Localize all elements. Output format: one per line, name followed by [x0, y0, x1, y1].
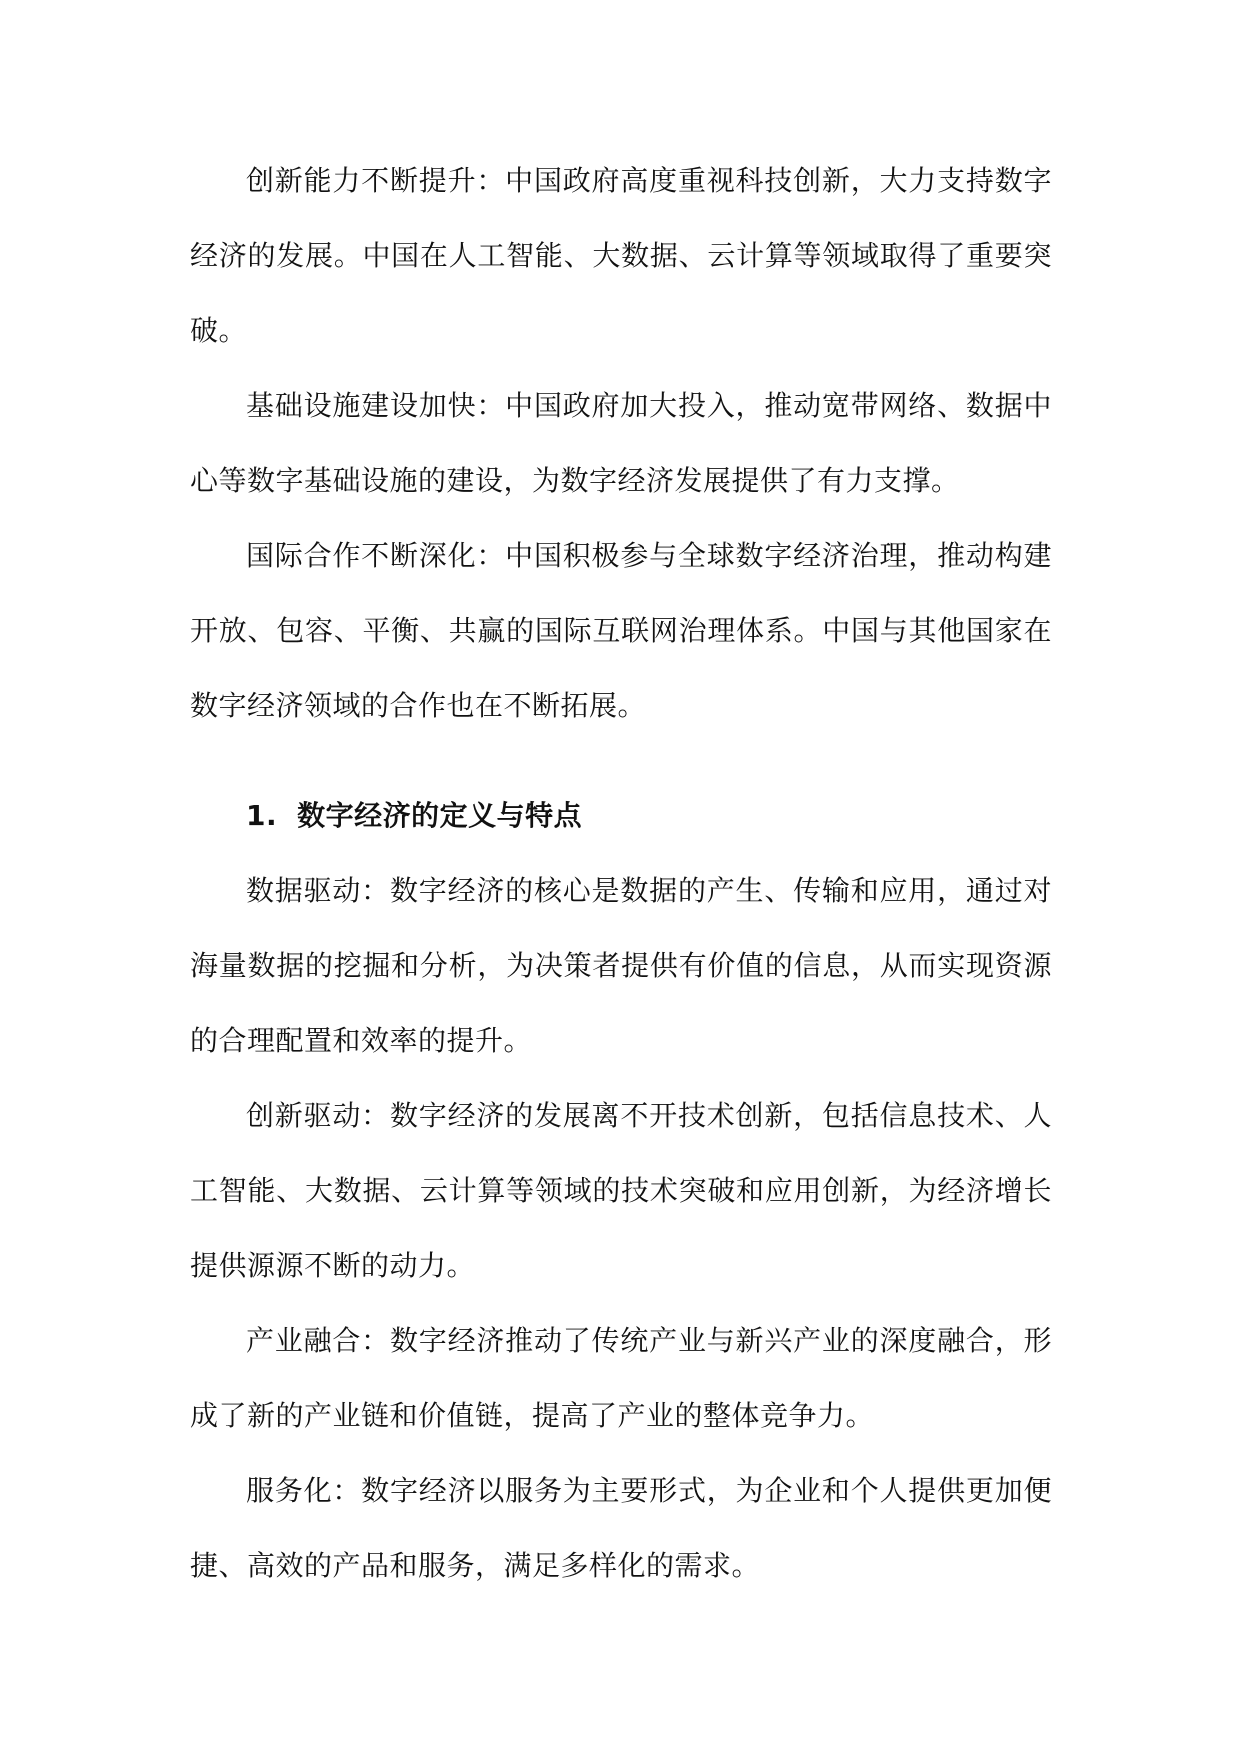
paragraph-servitization: 服务化：数字经济以服务为主要形式，为企业和个人提供更加便捷、高效的产品和服务，满足多样化的需求。 [190, 1474, 1052, 1582]
section-title: 数字经济的定义与特点 [297, 799, 583, 832]
section-heading [190, 778, 1052, 853]
paragraph-innovation-driven: 创新驱动：数字经济的发展离不开技术创新，包括信息技术、人工智能、大数据、云计算等领域的技术突破和应用创新，为经济增长提供源源不断的动力。 [190, 1099, 1052, 1282]
paragraph-innovation-capability: 创新能力不断提升：中国政府高度重视科技创新，大力支持数字经济的发展。中国在人工智能、大数据、云计算等领域取得了重要突破。 [190, 164, 1052, 347]
paragraph-international-cooperation: 国际合作不断深化：中国积极参与全球数字经济治理，推动构建开放、包容、平衡、共赢的国际互联网治理体系。中国与其他国家在数字经济领域的合作也在不断拓展。 [190, 539, 1052, 722]
paragraph-industry-integration: 产业融合：数字经济推动了传统产业与新兴产业的深度融合，形成了新的产业链和价值链，提高了产业的整体竞争力。 [190, 1324, 1052, 1432]
document-body [190, 143, 1052, 1603]
paragraph-infrastructure: 基础设施建设加快：中国政府加大投入，推动宽带网络、数据中心等数字基础设施的建设，为数字经济发展提供了有力支撑。 [190, 389, 1052, 497]
section-number: 1. [246, 799, 278, 832]
paragraph-data-driven: 数据驱动：数字经济的核心是数据的产生、传输和应用，通过对海量数据的挖掘和分析，为决策者提供有价值的信息，从而实现资源的合理配置和效率的提升。 [190, 874, 1052, 1057]
